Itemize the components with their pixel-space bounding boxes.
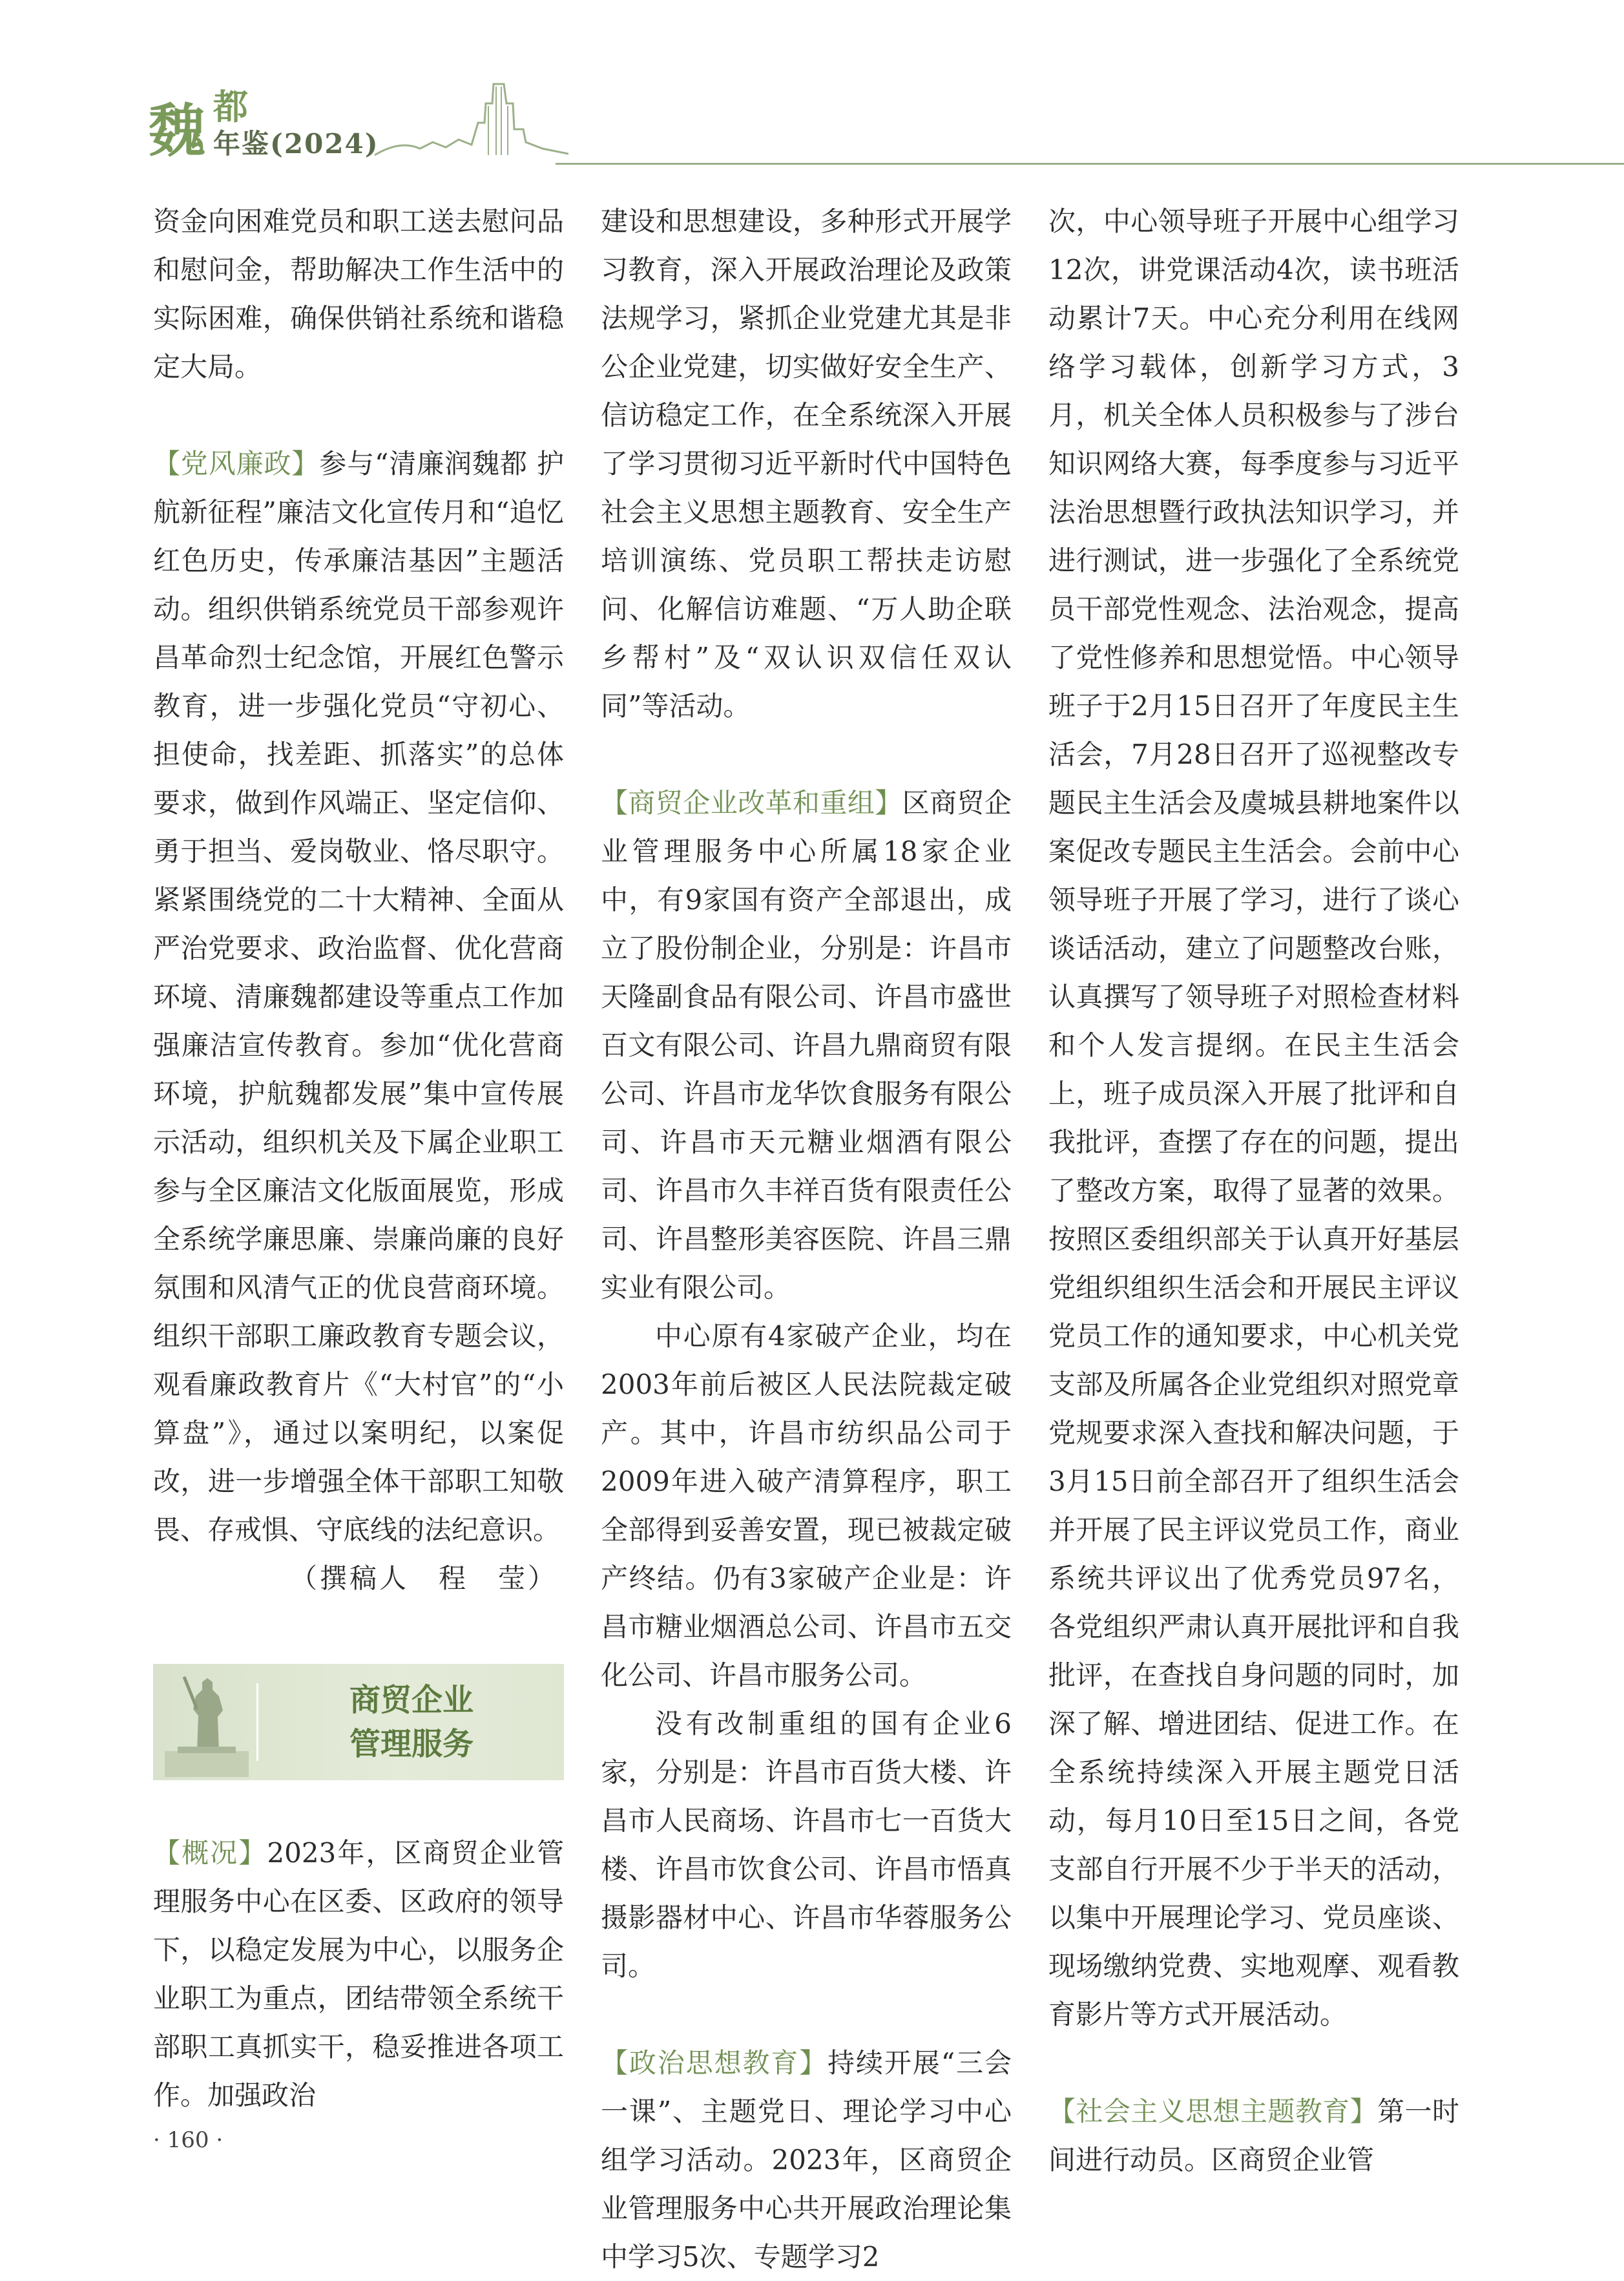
yearbook-year-label: 年鉴(2024) [213, 128, 379, 160]
paragraph: 资金向困难党员和职工送去慰问品和慰问金，帮助解决工作生活中的实际困难，确保供销社系统和谐稳定大局。 [153, 205, 564, 383]
section-tag: 【党风廉政】 [153, 448, 320, 479]
header-rule [556, 163, 1624, 165]
city-skyline-icon [375, 78, 568, 168]
page-number: · 160 · [153, 2127, 224, 2153]
statue-icon [165, 1670, 249, 1777]
paragraph: 中心原有4家破产企业，均在2003年前后被区人民法院裁定破产。其中，许昌市纺织品公司于2009年进入破产清算程序，职工全部得到妥善安置，现已被裁定破产终结。仍有3家破产企业是：许昌市糖业烟酒总公司、许昌市五交化公司、许昌市服务公司。 [601, 1320, 1012, 1691]
author-credit: （撰稿人 程 莹） [289, 1562, 557, 1594]
section-tag: 【政治思想教育】 [601, 2047, 828, 2079]
paragraph-text: 持续开展“三会一课”、主题党日、理论学习中心组学习活动。2023年，区商贸企业管理服务中心共开展政治理论集中学习5次、专题学习2 [601, 2047, 1012, 2273]
section-title-line-1: 商贸企业 [349, 1682, 474, 1718]
paragraph-gaige [601, 779, 1012, 1312]
paragraph-text: 参与“清廉润魏都 护航新征程”廉洁文化宣传月和“追忆红色历史，传承廉洁基因”主题活动。组织供销系统党员干部参观许昌革命烈士纪念馆，开展红色警示教育，进一步强化党员“守初心、担使命，找差距、抓落实”的总体要求，做到作风端正、坚定信仰、勇于担当、爱岗敬业、恪尽职守。紧紧围绕党的二十大精神、全面从严治党要求、政治监督、优化营商环境、清廉魏都建设等重点工作加强廉洁宣传教育。参加“优化营商环境，护航魏都发展”集中宣传展示活动，组织机关及下属企业职工参与全区廉洁文化版面展览，形成全系统学廉思廉、崇廉尚廉的良好氛围和风清气正的优良营商环境。组织干部职工廉政教育专题会议，观看廉政教育片《“大村官”的“小算盘”》，通过以案明纪，以案促改，进一步增强全体干部职工知敬畏、存戒惧、守底线的法纪意识。 [153, 448, 564, 1546]
paragraph-zhengzhi [601, 2039, 1012, 2281]
text-column-3 [1048, 197, 1459, 2184]
paragraph-zhuti [1048, 2087, 1459, 2184]
paragraph: 没有改制重组的国有企业6家，分别是：许昌市百货大楼、许昌市人民商场、许昌市七一百货大楼、许昌市饮食公司、许昌市悟真摄影器材中心、许昌市华蓉服务公司。 [601, 1708, 1012, 1982]
section-title [276, 1678, 547, 1766]
section-title-line-2: 管理服务 [349, 1726, 474, 1762]
yearbook-logo-du: 都 [213, 86, 248, 127]
paragraph-text: 2023年，区商贸企业管理服务中心在区委、区政府的领导下，以稳定发展为中心，以服务企业职工为重点，团结带领全系统干部职工真抓实干，稳妥推进各项工作。加强政治 [153, 1837, 564, 2111]
section-banner [153, 1664, 564, 1780]
page-header [103, 78, 1624, 174]
paragraph-text: 第一时间进行动员。区商贸企业管 [1048, 2096, 1459, 2176]
text-column-1 [153, 197, 564, 2119]
paragraph: 次，中心领导班子开展中心组学习12次，讲党课活动4次，读书班活动累计7天。中心充分利用在线网络学习载体，创新学习方式，3月，机关全体人员积极参与了涉台知识网络大赛，每季度参与习近平法治思想暨行政执法知识学习，并进行测试，进一步强化了全系统党员干部党性观念、法治观念，提高了党性修养和思想觉悟。中心领导班子于2月15日召开了年度民主生活会，7月28日召开了巡视整改专题民主生活会及虞城县耕地案件以案促改专题民主生活会。会前中心领导班子开展了学习，进行了谈心谈话活动，建立了问题整改台账，认真撰写了领导班子对照检查材料和个人发言提纲。在民主生活会上，班子成员深入开展了批评和自我批评，查摆了存在的问题，提出了整改方案，取得了显著的效果。按照区委组织部关于认真开好基层党组织组织生活会和开展民主评议党员工作的通知要求，中心机关党支部及所属各企业党组织对照党章党规要求深入查找和解决问题，于3月15日前全部召开了组织生活会并开展了民主评议党员工作，商业系统共评议出了优秀党员97名，各党组织严肃认真开展批评和自我批评，在查找自身问题的同时，加深了解、增进团结、促进工作。在全系统持续深入开展主题党日活动，每月10日至15日之间，各党支部自行开展不少于半天的活动，以集中开展理论学习、党员座谈、现场缴纳党费、实地观摩、观看教育影片等方式开展活动。 [1048, 205, 1459, 2030]
paragraph-dangfeng-lianzheng [153, 439, 564, 1554]
banner-divider [256, 1683, 258, 1761]
yearbook-logo-wei: 魏 [149, 97, 206, 164]
section-tag: 【商贸企业改革和重组】 [601, 787, 902, 819]
paragraph-text: 区商贸企业管理服务中心所属18家企业中，有9家国有资产全部退出，成立了股份制企业，分别是：许昌市天隆副食品有限公司、许昌市盛世百文有限公司、许昌九鼎商贸有限公司、许昌市龙华饮食服务有限公司、许昌市天元糖业烟酒有限公司、许昌市久丰祥百货有限责任公司、许昌整形美容医院、许昌三鼎实业有限公司。 [601, 787, 1012, 1303]
paragraph: 建设和思想建设，多种形式开展学习教育，深入开展政治理论及政策法规学习，紧抓企业党建尤其是非公企业党建，切实做好安全生产、信访稳定工作，在全系统深入开展了学习贯彻习近平新时代中国特色社会主义思想主题教育、安全生产培训演练、党员职工帮扶走访慰问、化解信访难题、“万人助企联乡帮村”及“双认识双信任双认同”等活动。 [601, 205, 1012, 722]
section-tag: 【社会主义思想主题教育】 [1048, 2096, 1378, 2127]
paragraph-gaikuang [153, 1829, 564, 2119]
text-column-2 [601, 197, 1012, 2281]
section-tag: 【概况】 [153, 1837, 267, 1869]
